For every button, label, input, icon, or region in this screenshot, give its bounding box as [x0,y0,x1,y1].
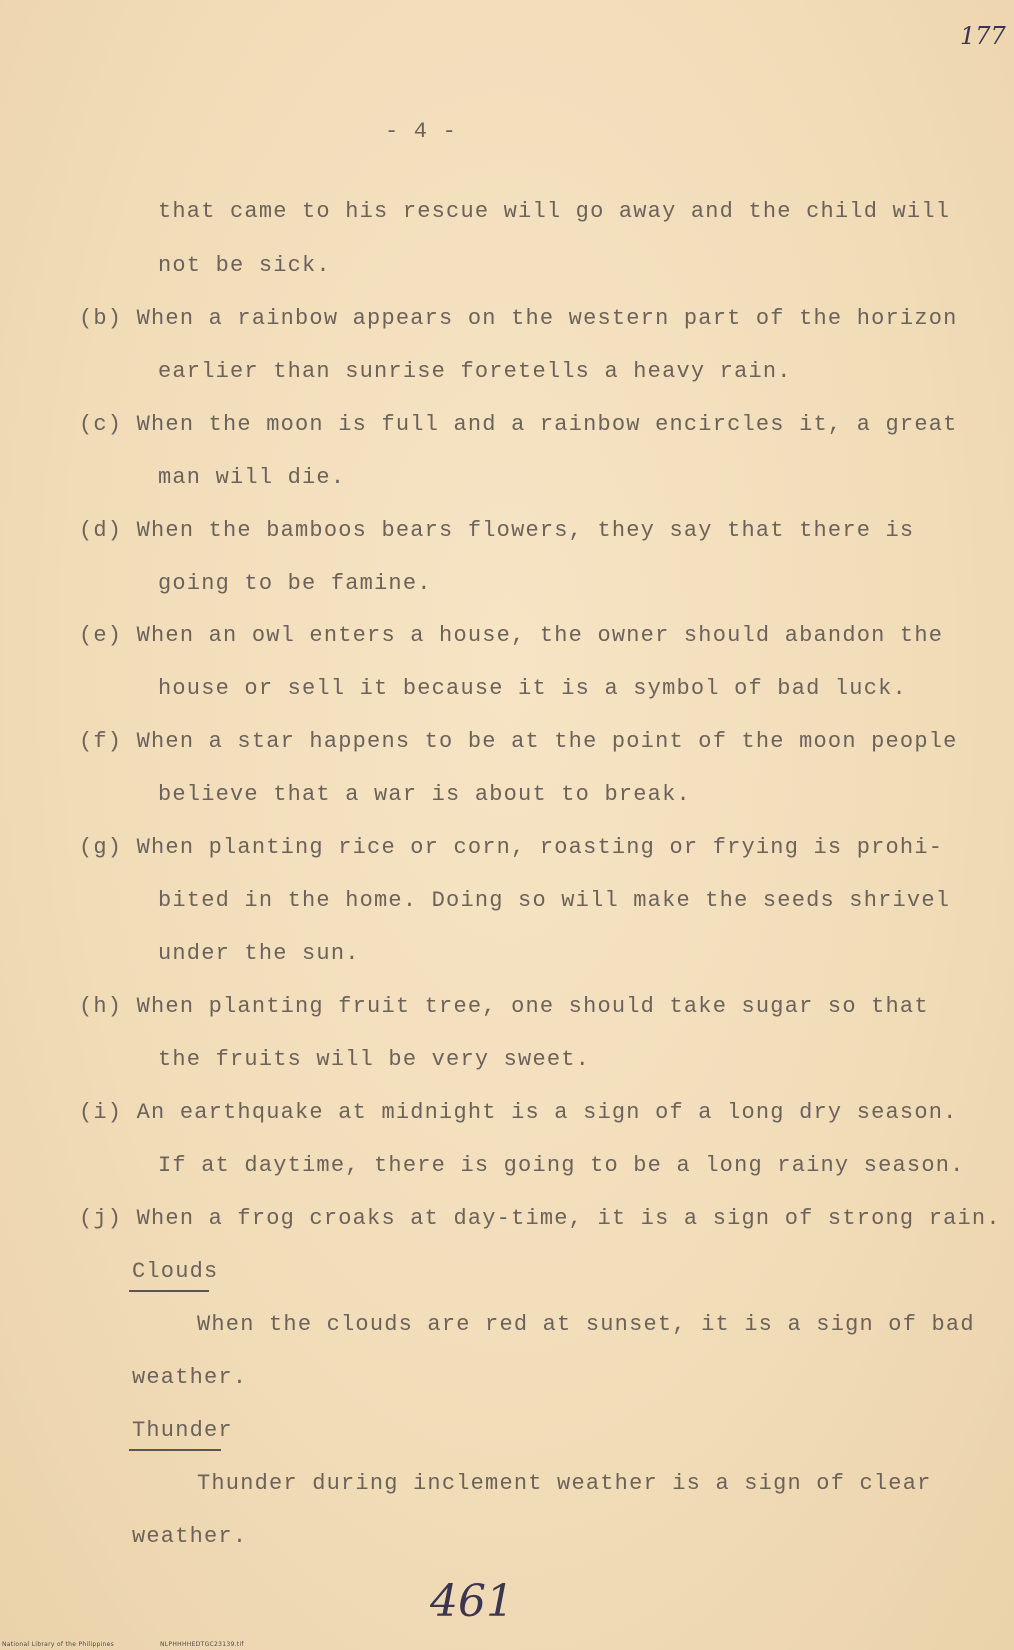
text-line: that came to his rescue will go away and the child will [158,199,951,224]
text-line: earlier than sunrise foretells a heavy rain. [158,359,792,384]
heading-underline [129,1449,221,1451]
list-item-d: (d) When the bamboos bears flowers, they say that there is [79,518,915,543]
list-item-g: (g) When planting rice or corn, roasting or frying is prohi- [79,835,944,860]
text-line: going to be famine. [158,571,432,596]
text-line: weather. [132,1365,248,1390]
text-line: not be sick. [158,253,331,278]
text-line: man will die. [158,465,346,490]
heading-underline [129,1290,209,1292]
text-line: under the sun. [158,941,360,966]
text-line: believe that a war is about to break. [158,782,691,807]
text-line: bited in the home. Doing so will make the seeds shrivel [158,888,951,913]
text-line: Thunder during inclement weather is a sign of clear [197,1471,932,1496]
list-item-c: (c) When the moon is full and a rainbow encircles it, a great [79,412,958,437]
footer-filename: NLPHHHHEDTGC23139.tif [160,1641,244,1648]
handwritten-bottom-number: 461 [430,1576,514,1627]
text-line: the fruits will be very sweet. [158,1047,591,1072]
text-line: If at daytime, there is going to be a long rainy season. [158,1153,965,1178]
list-item-f: (f) When a star happens to be at the point of the moon people [79,729,958,754]
text-line: weather. [132,1524,248,1549]
handwritten-page-number: 177 [960,22,1006,50]
list-item-j: (j) When a frog croaks at day-time, it is a sign of strong rain. [79,1206,1001,1231]
list-item-b: (b) When a rainbow appears on the western part of the horizon [79,306,958,331]
list-item-i: (i) An earthquake at midnight is a sign of a long dry season. [79,1100,958,1125]
list-item-h: (h) When planting fruit tree, one should take sugar so that [79,994,929,1019]
section-heading-thunder: Thunder [132,1418,233,1443]
page-marker: - 4 - [385,119,458,144]
list-item-e: (e) When an owl enters a house, the owner should abandon the [79,623,944,648]
section-heading-clouds: Clouds [132,1259,219,1284]
text-line: house or sell it because it is a symbol of bad luck. [158,676,907,701]
text-line: When the clouds are red at sunset, it is a sign of bad [197,1312,975,1337]
footer-source: National Library of the Philippines [2,1641,115,1648]
